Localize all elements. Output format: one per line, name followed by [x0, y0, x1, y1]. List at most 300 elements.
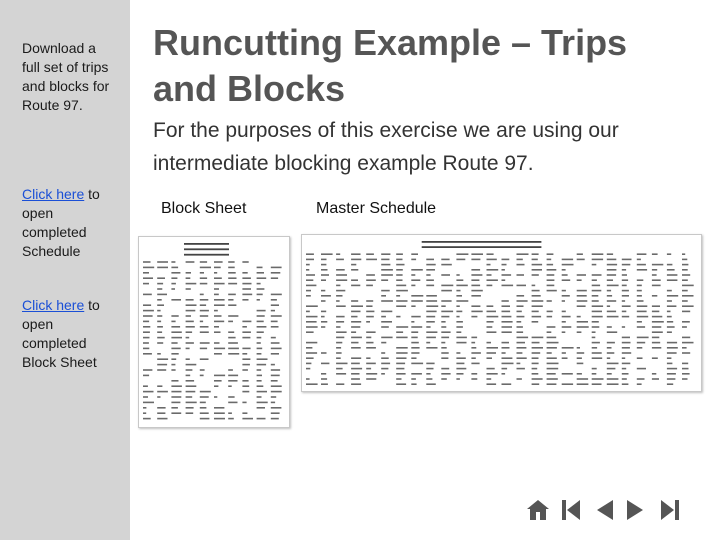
sheet-cell	[143, 369, 152, 371]
sheet-cell	[171, 369, 175, 371]
sheet-cell	[592, 259, 603, 261]
sheet-cell	[471, 311, 482, 313]
sheet-cell	[471, 357, 475, 359]
sheet-cell	[306, 383, 318, 385]
sheet-cell	[228, 418, 234, 420]
sheet-cell	[637, 311, 647, 313]
sheet-cell	[456, 279, 463, 281]
sheet-cell	[186, 261, 195, 263]
sheet-cell	[441, 326, 446, 328]
download-note: Download a full set of trips and blocks for Route 97.	[22, 40, 110, 113]
sheet-cell	[171, 283, 176, 285]
sheet-cell	[607, 290, 611, 292]
sheet-cell	[257, 310, 266, 312]
sheet-cell	[351, 383, 361, 385]
sheet-cell	[637, 290, 642, 292]
sheet-cell	[502, 373, 506, 375]
sheet-cell	[637, 337, 649, 339]
sheet-cell	[200, 358, 209, 360]
sheet-cell	[547, 378, 558, 380]
sheet-cell	[257, 353, 262, 355]
sheet-cell	[502, 352, 506, 354]
master-schedule-thumbnail[interactable]	[301, 234, 702, 392]
sheet-cell	[532, 259, 538, 261]
sheet-cell	[592, 378, 604, 380]
sheet-cell	[157, 391, 168, 393]
sheet-cell	[502, 269, 505, 271]
sheet-cell	[487, 352, 497, 354]
sheet-cell	[547, 342, 559, 344]
block-sheet-image	[139, 237, 289, 427]
sheet-cell	[257, 294, 263, 296]
sheet-cell	[456, 311, 462, 313]
sheet-cell	[257, 407, 265, 409]
sheet-cell	[592, 290, 602, 292]
sheet-cell	[577, 305, 586, 307]
sheet-cell	[186, 310, 196, 312]
sheet-cell	[622, 342, 631, 344]
sheet-cell	[228, 321, 233, 323]
sheet-cell	[487, 373, 498, 375]
sheet-cell	[157, 288, 162, 290]
sheet-cell	[366, 279, 376, 281]
sheet-cell	[271, 418, 279, 420]
sheet-cell	[186, 288, 191, 290]
sheet-cell	[157, 412, 165, 414]
sheet-cell	[637, 295, 642, 297]
sheet-cell	[396, 285, 406, 287]
sheet-cell	[411, 300, 423, 302]
sheet-cell	[242, 261, 248, 263]
sheet-cell	[517, 331, 524, 333]
sheet-cell	[257, 326, 267, 328]
sheet-cell	[532, 305, 543, 307]
sheet-cell	[171, 261, 175, 263]
sheet-cell	[517, 357, 527, 359]
sheet-cell	[321, 383, 328, 385]
sheet-cell	[306, 259, 314, 261]
sheet-cell	[667, 321, 673, 323]
sheet-cell	[487, 331, 497, 333]
sheet-cell	[381, 368, 388, 370]
sheet-cell	[257, 391, 267, 393]
sheet-cell	[577, 352, 585, 354]
sheet-cell	[242, 358, 250, 360]
sheet-cell	[547, 357, 557, 359]
sheet-cell	[411, 357, 416, 359]
sheet-cell	[532, 274, 539, 276]
sheet-cell	[306, 269, 309, 271]
sheet-cell	[214, 321, 224, 323]
sheet-cell	[143, 315, 153, 317]
sheet-cell	[186, 396, 193, 398]
sheet-cell	[228, 412, 232, 414]
sheet-cell	[143, 283, 149, 285]
sheet-cell	[622, 368, 626, 370]
sheet-cell	[547, 347, 557, 349]
sheet-cell	[622, 316, 629, 318]
sheet-cell	[637, 342, 645, 344]
sheet-cell	[186, 272, 191, 274]
sheet-cell	[592, 326, 600, 328]
sheet-cell	[607, 331, 617, 333]
sheet-cell	[143, 310, 154, 312]
sheet-cell	[157, 310, 160, 312]
sheet-cell	[351, 305, 363, 307]
sheet-cell	[532, 363, 539, 365]
sheet-cell	[157, 331, 162, 333]
sheet-cell	[622, 352, 631, 354]
sheet-cell	[607, 347, 612, 349]
sheet-cell	[667, 326, 675, 328]
sheet-cell	[306, 279, 313, 281]
sheet-cell	[257, 321, 264, 323]
sheet-cell	[517, 285, 527, 287]
sheet-cell	[171, 272, 180, 274]
sheet-cell	[157, 326, 163, 328]
sheet-cell	[200, 348, 207, 350]
sheet-cell	[228, 396, 234, 398]
sheet-cell	[667, 274, 678, 276]
sheet-cell	[562, 290, 566, 292]
open-block-sheet-link[interactable]: Click here	[22, 297, 85, 313]
sheet-cell	[547, 337, 557, 339]
sheet-cell	[381, 269, 393, 271]
sheet-cell	[228, 353, 239, 355]
sheet-cell	[652, 295, 657, 297]
sheet-cell	[411, 373, 422, 375]
sheet-cell	[471, 269, 480, 271]
sheet-cell	[517, 368, 525, 370]
sheet-cell	[441, 331, 450, 333]
block-sheet-link-block	[22, 296, 112, 372]
sheet-cell	[652, 326, 661, 328]
sheet-cell	[502, 326, 513, 328]
sheet-cell	[214, 315, 222, 317]
sheet-cell	[577, 383, 589, 385]
sheet-cell	[214, 261, 223, 263]
sheet-cell	[366, 368, 371, 370]
sheet-cell	[366, 378, 376, 380]
sheet-cell	[271, 391, 282, 393]
sheet-cell	[214, 331, 221, 333]
sheet-cell	[366, 373, 377, 375]
sheet-cell	[257, 315, 265, 317]
sheet-cell	[321, 274, 329, 276]
sheet-cell	[562, 357, 568, 359]
sheet-cell	[306, 378, 310, 380]
sheet-cell	[336, 383, 344, 385]
sheet-cell	[411, 347, 419, 349]
sheet-cell	[622, 274, 627, 276]
sheet-cell	[487, 316, 499, 318]
block-sheet-thumbnail[interactable]	[138, 236, 290, 428]
sheet-cell	[667, 305, 677, 307]
last-slide-icon[interactable]	[656, 496, 684, 524]
sheet-cell	[592, 342, 600, 344]
sheet-cell	[667, 269, 675, 271]
sheet-cell	[532, 342, 540, 344]
sheet-cell	[366, 316, 374, 318]
sheet-cell	[271, 412, 280, 414]
sheet-cell	[652, 269, 657, 271]
sheet-cell	[562, 331, 566, 333]
sheet-cell	[456, 316, 459, 318]
sheet-cell	[396, 373, 405, 375]
sheet-cell	[200, 272, 204, 274]
sheet-cell	[306, 326, 318, 328]
sheet-cell	[592, 347, 597, 349]
sheet-cell	[257, 402, 268, 404]
sheet-cell	[257, 418, 266, 420]
sheet-cell	[682, 295, 694, 297]
sheet-cell	[381, 321, 392, 323]
sheet-cell	[351, 316, 357, 318]
sheet-cell	[426, 326, 430, 328]
sheet-cell	[667, 300, 672, 302]
sheet-cell	[200, 299, 209, 301]
sheet-cell	[321, 373, 326, 375]
sheet-cell	[517, 264, 525, 266]
sheet-cell	[171, 353, 178, 355]
sheet-cell	[228, 385, 232, 387]
sheet-cell	[682, 279, 688, 281]
sheet-cell	[143, 267, 154, 269]
sheet-cell	[517, 321, 522, 323]
sheet-cell	[487, 357, 493, 359]
sheet-cell	[200, 261, 207, 263]
sheet-cell	[381, 337, 392, 339]
first-slide-icon[interactable]	[557, 496, 585, 524]
sheet-cell	[471, 259, 480, 261]
sheet-cell	[532, 373, 539, 375]
sheet-cell	[577, 300, 588, 302]
sheet-cell	[157, 294, 167, 296]
sheet-cell	[228, 299, 233, 301]
sheet-cell	[577, 373, 582, 375]
sheet-cell	[487, 274, 492, 276]
sheet-cell	[411, 331, 418, 333]
sheet-cell	[242, 277, 251, 279]
sheet-cell	[411, 352, 419, 354]
sheet-cell	[336, 342, 342, 344]
sheet-cell	[321, 321, 327, 323]
sheet-cell	[487, 269, 499, 271]
sheet-cell	[592, 305, 603, 307]
sheet-cell	[667, 331, 672, 333]
sheet-cell	[157, 369, 166, 371]
sheet-cell	[682, 311, 690, 313]
sheet-cell	[592, 316, 603, 318]
sheet-cell	[502, 368, 508, 370]
sheet-cell	[306, 352, 317, 354]
sheet-cell	[607, 326, 612, 328]
sheet-cell	[441, 342, 445, 344]
sheet-cell	[214, 380, 222, 382]
sheet-cell	[366, 259, 377, 261]
sheet-cell	[562, 269, 566, 271]
sheet-cell	[306, 264, 310, 266]
sheet-cell	[502, 305, 511, 307]
sheet-cell	[336, 290, 345, 292]
sheet-cell	[321, 363, 329, 365]
sheet-cell	[381, 316, 386, 318]
sheet-cell	[622, 305, 631, 307]
sheet-cell	[143, 321, 149, 323]
sheet-cell	[200, 310, 209, 312]
sheet-cell	[396, 300, 407, 302]
sheet-cell	[143, 294, 152, 296]
sheet-cell	[682, 269, 688, 271]
sheet-cell	[411, 285, 415, 287]
sheet-cell	[592, 383, 602, 385]
sheet-cell	[652, 357, 658, 359]
sheet-cell	[271, 348, 282, 350]
sheet-cell	[306, 321, 317, 323]
sheet-cell	[517, 337, 529, 339]
sheet-cell	[366, 300, 373, 302]
sheet-cell	[622, 269, 626, 271]
sheet-cell	[456, 368, 466, 370]
sheet-cell	[351, 373, 359, 375]
sheet-cell	[577, 326, 589, 328]
sheet-cell	[351, 378, 360, 380]
sheet-cell	[456, 295, 462, 297]
sheet-cell	[532, 352, 541, 354]
sheet-cell	[517, 347, 527, 349]
sheet-cell	[426, 300, 437, 302]
sheet-cell	[214, 283, 225, 285]
sheet-cell	[456, 373, 463, 375]
sheet-cell	[336, 316, 345, 318]
sheet-cell	[502, 357, 513, 359]
sheet-cell	[607, 269, 617, 271]
sheet-cell	[562, 326, 572, 328]
sheet-cell	[622, 347, 630, 349]
sheet-cell	[547, 368, 559, 370]
sheet-cell	[214, 348, 225, 350]
sheet-cell	[426, 285, 434, 287]
sheet-cell	[186, 342, 194, 344]
sheet-cell	[143, 272, 149, 274]
sheet-cell	[532, 347, 543, 349]
sheet-cell	[667, 363, 673, 365]
sheet-cell	[200, 294, 204, 296]
sheet-cell	[622, 290, 629, 292]
open-schedule-link[interactable]: Click here	[22, 186, 85, 202]
sheet-cell	[242, 288, 251, 290]
sheet-cell	[607, 285, 619, 287]
sheet-cell	[271, 364, 275, 366]
sheet-cell	[426, 295, 437, 297]
sheet-cell	[171, 321, 175, 323]
sheet-cell	[456, 300, 468, 302]
sheet-cell	[607, 305, 610, 307]
sheet-cell	[577, 378, 588, 380]
sheet-cell	[682, 305, 694, 307]
sheet-cell	[487, 305, 494, 307]
sheet-cell	[271, 396, 276, 398]
sheet-cell	[351, 363, 360, 365]
sheet-cell	[426, 316, 435, 318]
sheet-cell	[456, 326, 463, 328]
sheet-cell	[682, 363, 688, 365]
sheet-cell	[351, 285, 360, 287]
sheet-cell	[143, 391, 154, 393]
sheet-cell	[396, 347, 408, 349]
sheet-cell	[592, 337, 596, 339]
sheet-cell	[351, 269, 358, 271]
sheet-cell	[228, 380, 237, 382]
sheet-cell	[214, 396, 217, 398]
sheet-cell	[228, 337, 235, 339]
sheet-cell	[351, 321, 361, 323]
sheet-cell	[456, 352, 460, 354]
sheet-cell	[471, 373, 477, 375]
sheet-cell	[171, 402, 180, 404]
sheet-cell	[242, 418, 253, 420]
sheet-cell	[200, 402, 206, 404]
next-slide-icon[interactable]	[622, 496, 650, 524]
sheet-cell	[351, 279, 358, 281]
sheet-cell	[200, 369, 205, 371]
sheet-cell	[502, 274, 512, 276]
sheet-cell	[381, 259, 389, 261]
sheet-cell	[321, 326, 325, 328]
sheet-cell	[271, 326, 279, 328]
sheet-cell	[396, 363, 405, 365]
sheet-cell	[381, 264, 390, 266]
sheet-cell	[336, 357, 341, 359]
sheet-cell	[242, 331, 251, 333]
sheet-cell	[411, 363, 423, 365]
sheet-cell	[411, 259, 416, 261]
sheet-cell	[502, 279, 506, 281]
sheet-cell	[426, 337, 436, 339]
sheet-cell	[441, 347, 446, 349]
sheet-cell	[351, 337, 362, 339]
sheet-cell	[426, 259, 434, 261]
sheet-cell	[306, 290, 311, 292]
sheet-cell	[271, 353, 279, 355]
sheet-cell	[652, 378, 659, 380]
sheet-cell	[441, 321, 445, 323]
sheet-cell	[396, 352, 407, 354]
sheet-cell	[667, 264, 673, 266]
sheet-cell	[592, 373, 597, 375]
sheet-cell	[271, 315, 282, 317]
sheet-cell	[682, 274, 690, 276]
previous-slide-icon[interactable]	[590, 496, 618, 524]
sheet-cell	[396, 331, 403, 333]
sheet-cell	[186, 364, 197, 366]
sheet-cell	[562, 373, 573, 375]
sheet-cell	[143, 331, 150, 333]
sheet-cell	[366, 363, 376, 365]
sheet-cell	[366, 357, 370, 359]
sheet-cell	[637, 285, 642, 287]
sheet-cell	[143, 412, 146, 414]
sheet-cell	[257, 267, 263, 269]
home-icon[interactable]	[524, 496, 552, 524]
sheet-cell	[532, 316, 542, 318]
sheet-cell	[637, 357, 643, 359]
sheet-cell	[682, 285, 694, 287]
sheet-cell	[652, 373, 656, 375]
sheet-cell	[228, 342, 238, 344]
sheet-cell	[441, 352, 448, 354]
sheet-header	[184, 243, 229, 245]
